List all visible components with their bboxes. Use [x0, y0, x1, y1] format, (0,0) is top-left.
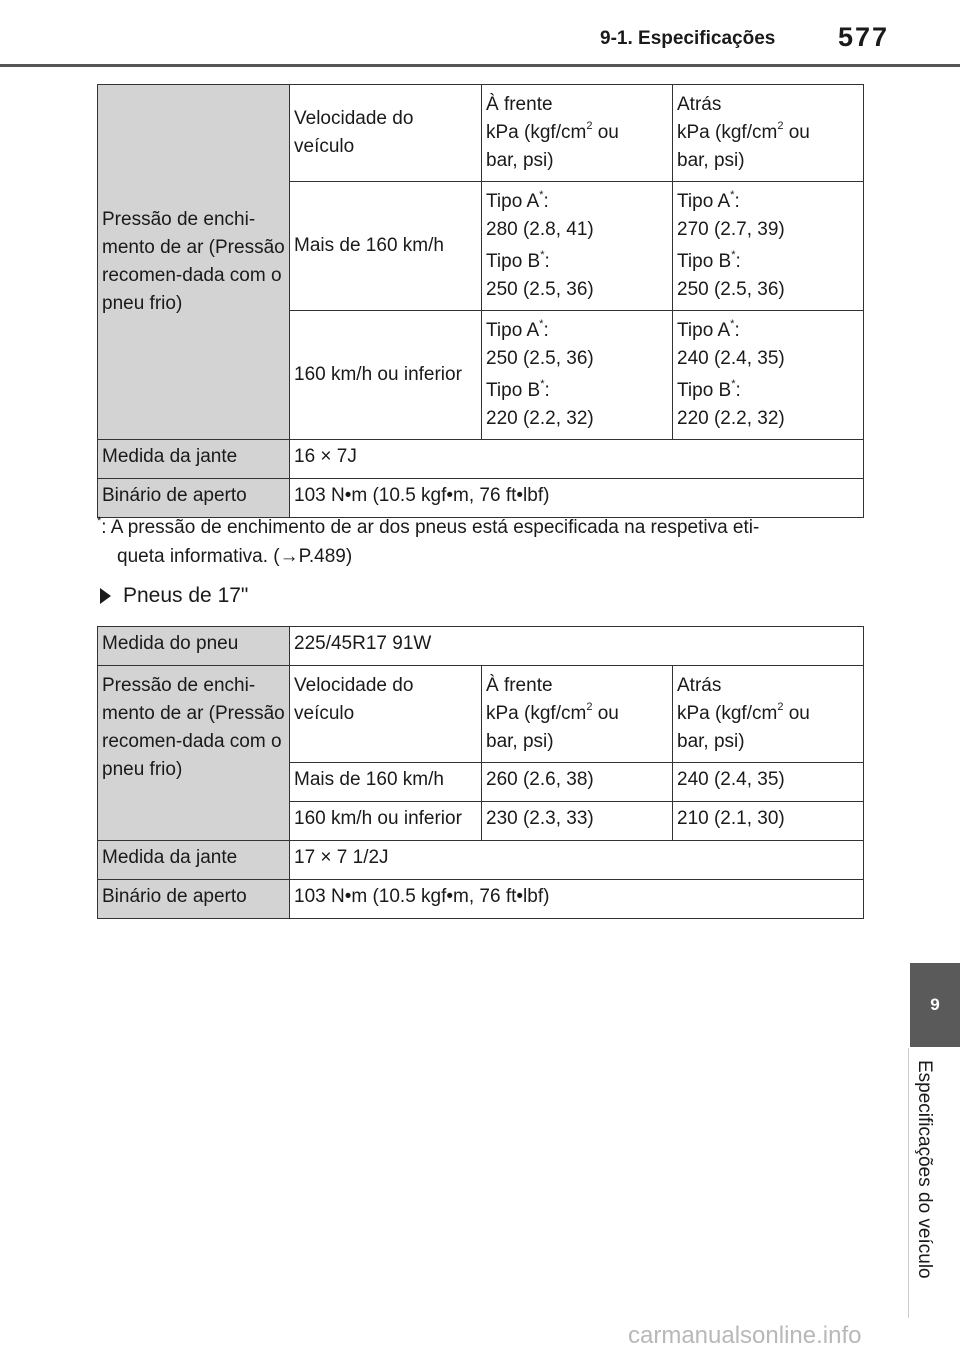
tire-size-label: Medida do pneu: [98, 627, 290, 666]
chapter-tab-number[interactable]: 9: [910, 963, 960, 1047]
front-pressure-above-160: 260 (2.6, 38): [482, 763, 673, 802]
speed-row-160-or-less: 160 km/h ou inferior: [290, 802, 482, 841]
tire-size-value: 225/45R17 91W: [290, 627, 864, 666]
side-divider: [908, 1048, 909, 1318]
page-number: 577: [838, 22, 890, 52]
rear-pressure-160-or-less: Tipo A*: 240 (2.4, 35) Tipo B*: 220 (2.2, 32): [673, 311, 864, 440]
header-divider: [0, 64, 960, 67]
chapter-tab-label: Especificações do veículo: [914, 1060, 935, 1279]
rear-header: Atrás kPa ($kgf/cm^2$ ou bar, psi): [673, 666, 864, 763]
torque-label: Binário de aperto: [98, 880, 290, 919]
front-header: À frente kPa ($kgf/cm^2$ ou bar, psi): [482, 85, 673, 182]
rear-pressure-160-or-less: 210 (2.1, 30): [673, 802, 864, 841]
front-pressure-160-or-less: Tipo A*: 250 (2.5, 36) Tipo B*: 220 (2.2, 32): [482, 311, 673, 440]
footnote: *: A pressão de enchimento de ar dos pneus está especificada na respetiva eti- queta informativa. (→P.489): [97, 514, 760, 567]
rim-size-value: 17 × 7 1/2J: [290, 841, 864, 880]
speed-header: Velocidade do veículo: [290, 666, 482, 763]
torque-value: 103 N•m (10.5 kgf•m, 76 ft•lbf): [290, 880, 864, 919]
rear-pressure-above-160: 240 (2.4, 35): [673, 763, 864, 802]
torque-label: Binário de aperto: [98, 479, 290, 518]
inflation-pressure-label: Pressão de enchi-mento de ar (Pressão recomen-dada com o pneu frio): [98, 85, 290, 440]
front-pressure-160-or-less: 230 (2.3, 33): [482, 802, 673, 841]
triangle-bullet-icon: [100, 588, 111, 604]
speed-row-160-or-less: 160 km/h ou inferior: [290, 311, 482, 440]
spec-table-16in: [97, 84, 864, 518]
rim-size-value: 16 × 7J: [290, 440, 864, 479]
speed-header: Velocidade do veículo: [290, 85, 482, 182]
inflation-pressure-label: Pressão de enchi-mento de ar (Pressão recomen-dada com o pneu frio): [98, 666, 290, 841]
speed-row-above-160: Mais de 160 km/h: [290, 182, 482, 311]
section-heading-17in: Pneus de 17": [100, 584, 248, 608]
front-pressure-above-160: Tipo A*: 280 (2.8, 41) Tipo B*: 250 (2.5, 36): [482, 182, 673, 311]
front-header: À frente kPa ($kgf/cm^2$ ou bar, psi): [482, 666, 673, 763]
speed-row-above-160: Mais de 160 km/h: [290, 763, 482, 802]
rim-size-label: Medida da jante: [98, 841, 290, 880]
spec-table-17in: [97, 626, 864, 919]
torque-value: 103 N•m (10.5 kgf•m, 76 ft•lbf): [290, 479, 864, 518]
watermark: carmanualsonline.info: [628, 1322, 862, 1349]
section-header-title: 9-1. Especificações: [600, 28, 776, 49]
rear-pressure-above-160: Tipo A*: 270 (2.7, 39) Tipo B*: 250 (2.5, 36): [673, 182, 864, 311]
rim-size-label: Medida da jante: [98, 440, 290, 479]
rear-header: Atrás kPa ($kgf/cm^2$ ou bar, psi): [673, 85, 864, 182]
